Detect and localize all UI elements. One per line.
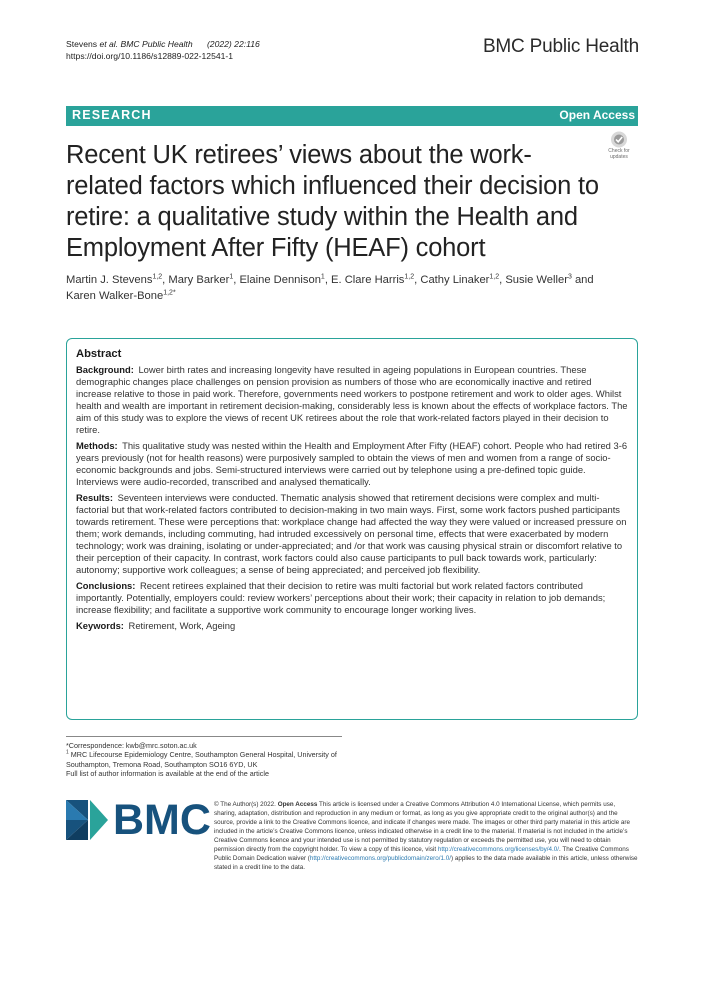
cite-authors: Stevens (66, 39, 98, 49)
article-type-label: RESEARCH (72, 108, 152, 122)
check-for-updates-text: Check for updates (608, 148, 630, 160)
journal-name: BMC Public Health (482, 36, 639, 57)
check-for-updates-icon (609, 131, 629, 148)
open-access-label: Open Access (559, 108, 635, 122)
abstract-heading: Abstract (76, 348, 122, 360)
bmc-logo-icon (66, 800, 108, 840)
article-type-band (66, 106, 638, 126)
citation-line (66, 38, 260, 50)
citation-header (66, 38, 260, 62)
abstract-results: Results: Seventeen interviews were conducted. Thematic analysis showed that retirement decisions were complex and multi-factorial but that work-related factors contributed to decision-making in two main ways. First, some work factors pushed participants towards retirement. These were perceptions that: workplace change had affected the way they were valued or increased pressure on them; work demands, including commuting, had intruded excessively on personal time, effects that were exacerbated by modern technology; work was draining, isolating or under-appreciated; and /or that work was causing physical strain or discomfort relative to their perception of their capacity. In contrast, work factors could also cause participants to pull back towards work, particularly: autonomy; supportive work colleagues; a sense of being appreciated; and perceived job flexibility. (76, 492, 627, 575)
author[interactable]: Susie Weller$^3$ (505, 273, 572, 286)
cc-by-license-link[interactable]: http://creativecommons.org/licenses/by/4.0/ (437, 846, 559, 853)
correspondence-note: *Correspondence: kwb@mrc.soton.ac.uk (66, 741, 197, 750)
author[interactable]: Elaine Dennison$^1$ (239, 273, 325, 286)
cite-et-al: et al. (97, 39, 119, 49)
doi-link[interactable]: https://doi.org/10.1186/s12889-022-12541-1 (66, 51, 234, 61)
author[interactable]: Martin J. Stevens$^{1,2}$ (66, 273, 163, 286)
full-author-info-note: Full list of author information is available at the end of the article (66, 769, 269, 779)
bmc-logo-text: BMC (113, 796, 211, 844)
abstract-conclusions: Conclusions: Recent retirees explained that their decision to retire was multi factorial but work related factors contributed importantly. Potentially, employers could: review workers’ perceptions about their work; their capacity in relation to job demands; increase flexibility; and facilitate a supportive work community to encourage longer working lives. (76, 580, 606, 615)
abstract-keywords: Keywords: Retirement, Work, Ageing (76, 620, 236, 631)
author[interactable]: Mary Barker$^1$ (168, 273, 234, 286)
footnotes (66, 741, 366, 779)
abstract-methods: Methods: This qualitative study was nested within the Health and Employment After Fifty (HEAF) cohort. People who had retired 3-6 years previously (not for health reasons) were purposively sampled to obtain the views of men and women from a range of socio-economic backgrounds and jobs. Semi-structured interviews were carried out by telephone using a pre-defined topic guide. Interviews were audio-recorded, transcribed and analysed thematically. (76, 440, 628, 487)
abstract-background: Background: Lower birth rates and increasing longevity have resulted in ageing populations in European countries. These demographic changes place challenges on pension provision as numbers of those who are economically inactive and retired increase relative to those in paid work. Therefore, governments need workers to postpone retirement and work to older ages. Whilst health and wealth are important in retirement decision-making, considerably less is known about the effects of workplace factors. The aim of this study was to explore the views of recent UK retirees about the role that work-related factors played in their decision to retire. (76, 364, 628, 435)
check-for-updates-badge[interactable] (601, 130, 637, 164)
license-text: © The Author(s) 2022. Open Access This article is licensed under a Creative Commons Attribution 4.0 International License, which permits use, sharing, adaptation, distribution and reproduction in any medium or format, as long as you give appropriate credit to the original author(s) and the source, provide a link to the Creative Commons licence, and indicate if changes were made. The images or other third party material in this article are included in the article’s Creative Commons licence, unless indicated otherwise in a credit line to the material. If material is not included in the article’s Creative Commons licence and your intended use is not permitted by statutory regulation or exceeds the permitted use, you will need to obtain permission directly from the copyright holder. To view a copy of this licence, visit http://creativecommons.org/licenses/by/4.0/. The Creative Commons Public Domain Dedication waiver (http://creativecommons.org/publicdomain/zero/1.0/) applies to the data made available in this article, unless otherwise stated in a credit line to the data. (214, 801, 638, 871)
cite-journal: BMC Public Health (118, 39, 193, 49)
affiliation-note: $^1$ MRC Lifecourse Epidemiology Centre, Southampton General Hospital, University of Southampton, Tremona Road, Southampton SO16 6YD, UK (66, 750, 337, 769)
author[interactable]: Cathy Linaker$^{1,2}$ (420, 273, 500, 286)
author-list: Martin J. Stevens$^{1,2}$, Mary Barker$^1$, Elaine Dennison$^1$, E. Clare Harris$^{1,2}$, Cathy Linaker$^{1,2}$, Susie Weller$^3$ and Karen Walker-Bone$^{1,2*}$ (66, 273, 594, 302)
article-title: Recent UK retirees’ views about the work-related factors which influenced their decision to retire: a qualitative study within the Health and Employment After Fifty (HEAF) cohort (66, 141, 599, 262)
author[interactable]: E. Clare Harris$^{1,2}$ (331, 273, 415, 286)
cc-zero-waiver-link[interactable]: http://creativecommons.org/publicdomain/zero/1.0/ (309, 855, 451, 862)
abstract-box (66, 338, 638, 720)
publisher-logo[interactable] (66, 796, 211, 844)
footnote-divider (66, 736, 342, 737)
cite-year: (2022) 22:116 (206, 39, 260, 49)
author[interactable]: Karen Walker-Bone$^{1,2*}$ (66, 289, 176, 302)
